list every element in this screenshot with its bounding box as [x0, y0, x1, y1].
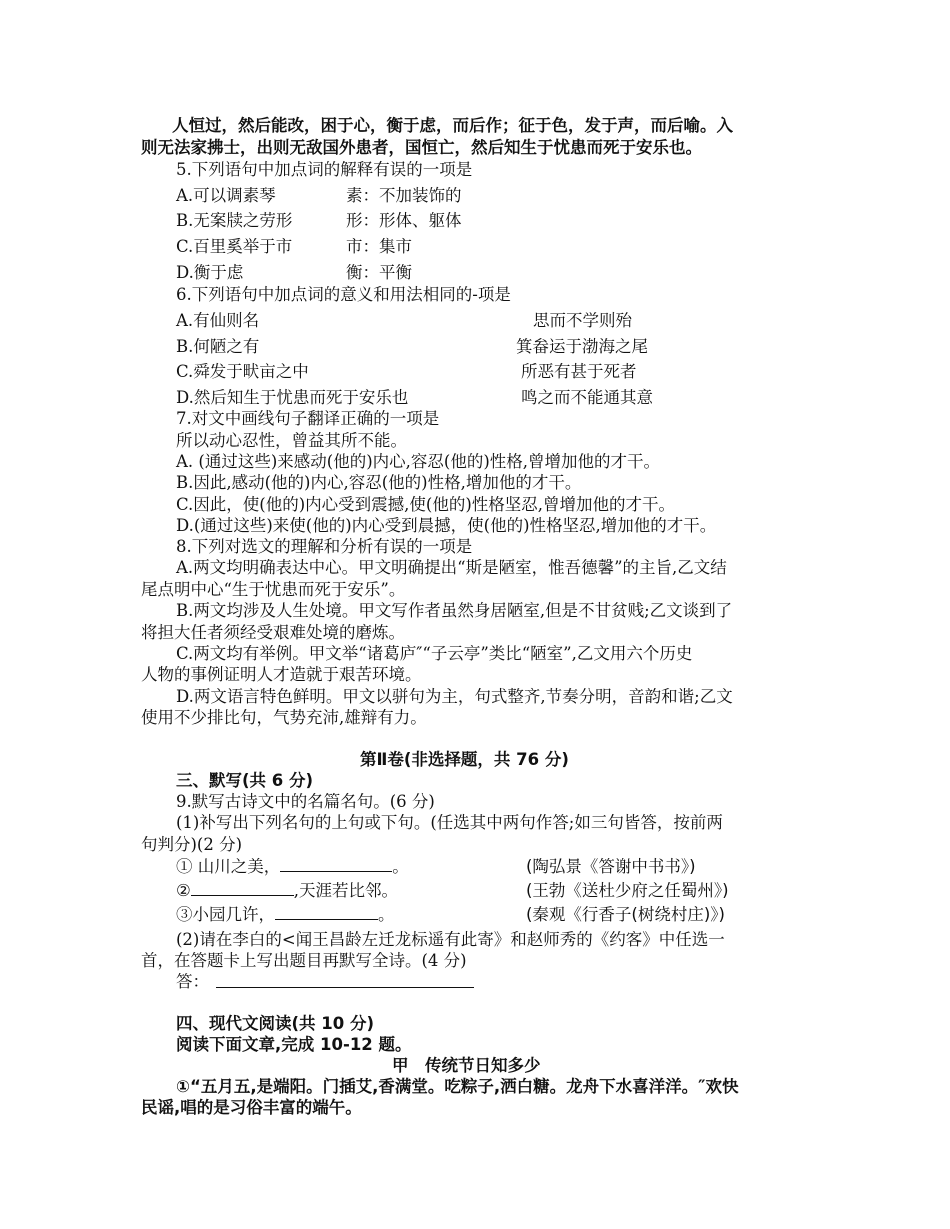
q7-option-c: C.因此，使(他的)内心受到震撼,使(他的)性格坚忍,曾增加他的才干。: [176, 495, 676, 514]
q7-sentence: 所以动心忍性，曾益其所不能。: [176, 431, 407, 450]
q8-option-a-line1: A.两文均明确表达中心。甲文明确提出“斯是陋室，惟吾德馨”的主旨,乙文结: [176, 558, 727, 577]
q8-option-c-line2: 人物的事例证明人才造就于艰苦环境。: [141, 665, 422, 684]
q9-item-1-pre: ① 山川之美，: [176, 857, 281, 876]
q6-option-a-compare: 思而不学则殆: [533, 311, 632, 330]
q9-item-2-post: ,天涯若比邻。: [293, 881, 399, 900]
q9-item-2-pre: ②: [176, 881, 191, 900]
q9-sub1-line2: 句判分)(2 分): [141, 835, 243, 854]
q5-option-a: A.可以调素琴: [176, 186, 276, 205]
q8-option-b-line2: 将担大任者须经受艰难处境的磨炼。: [141, 623, 405, 642]
q6-option-d-compare: 鸣之而不能通其意: [521, 388, 653, 407]
passage-line-2: 则无法家拂士，出则无敌国外患者，国恒亡，然后知生于忧患而死于安乐也。: [141, 138, 702, 157]
article-title: 甲 传统节日知多少: [392, 1056, 541, 1075]
article-p1-line2: 民谣,唱的是习俗丰富的端午。: [141, 1098, 362, 1117]
q5-option-d: D.衡于虑: [176, 263, 244, 282]
q9-item-3: [176, 904, 395, 925]
q9-item-3-blank[interactable]: [275, 904, 378, 920]
article-p1-line1: ①“五月五,是端阳。门插艾,香满堂。吃粽子,洒白糖。龙舟下水喜洋洋。″欢快: [176, 1077, 739, 1096]
q9-item-2-source: (王勃《送杜少府之任蜀州》): [526, 881, 729, 900]
q9-item-3-source: (秦观《行香子(树绕村庄)》): [526, 905, 725, 924]
q9-item-3-pre: ③小园几许，: [176, 905, 275, 924]
answer-line[interactable]: [216, 987, 474, 988]
q6-option-a: A.有仙则名: [176, 311, 260, 330]
q5-option-c-note: 市：集市: [346, 237, 412, 256]
q7-option-a: A. (通过这些)来感动(他的)内心,容忍(他的)性格,曾增加他的才干。: [176, 452, 661, 471]
q9-sub2-line1: (2)请在李白的<闻王昌龄左迁龙标遥有此寄》和赵师秀的《约客》中任选一: [176, 930, 725, 949]
q8-option-c-line1: C.两文均有举例。甲文举“诸葛庐″“子云亭”类比“陋室”,乙文用六个历史: [176, 644, 693, 663]
q9-stem: 9.默写古诗文中的名篇名句。(6 分): [176, 792, 435, 811]
q5-stem: 5.下列语句中加点词的解释有误的一项是: [176, 160, 473, 179]
q6-option-b: B.何陋之有: [176, 337, 260, 356]
q8-stem: 8.下列对选文的理解和分析有误的一项是: [176, 537, 473, 556]
q9-item-1-source: (陶弘景《答谢中书书》): [526, 857, 696, 876]
passage-line-1: 人恒过，然后能改，困于心，衡于虑，而后作；征于色，发于声，而后喻。入: [172, 116, 733, 135]
q9-item-1-post: 。: [392, 857, 409, 876]
q7-option-b: B.因此,感动(他的)内心,容忍(他的)性格,增加他的才干。: [176, 473, 582, 492]
q5-option-b: B.无案牍之劳形: [176, 211, 293, 230]
q5-option-b-note: 形：形体、躯体: [346, 211, 462, 230]
section4-instruction: 阅读下面文章,完成 10-12 题。: [176, 1035, 412, 1054]
q5-option-d-note: 衡：平衡: [346, 263, 412, 282]
q9-item-2-blank[interactable]: [191, 880, 294, 896]
q8-option-a-line2: 尾点明中心“生于忧患而死于安乐”。: [141, 580, 406, 599]
q8-option-b-line1: B.两文均涉及人生处境。甲文写作者虽然身居陋室,但是不甘贫贱;乙文谈到了: [176, 601, 733, 620]
q7-stem: 7.对文中画线句子翻译正确的一项是: [176, 409, 440, 428]
q9-item-1-blank[interactable]: [280, 856, 392, 872]
q5-option-c: C.百里奚举于市: [176, 237, 293, 256]
q9-sub2-line2: 首，在答题卡上写出题目再默写全诗。(4 分): [141, 951, 467, 970]
q6-option-d: D.然后知生于忧患而死于安乐也: [176, 388, 409, 407]
q6-option-b-compare: 箕畚运于渤海之尾: [516, 337, 648, 356]
q9-item-1: [176, 856, 409, 877]
q7-option-d: D.(通过这些)来使(他的)内心受到晨撼，使(他的)性格坚忍,增加他的才干。: [176, 516, 717, 535]
q9-sub1-line1: (1)补写出下列名句的上句或下句。(任选其中两句作答;如三句皆答，按前两: [176, 813, 723, 832]
q8-option-d-line2: 使用不少排比句，气势充沛,雄辩有力。: [141, 708, 427, 727]
q6-option-c-compare: 所恶有甚于死者: [521, 362, 637, 381]
section3-title: 三、默写(共 6 分): [176, 771, 314, 790]
q9-item-2: [176, 880, 398, 901]
q6-stem: 6.下列语句中加点词的意义和用法相同的-项是: [176, 285, 511, 304]
answer-label: 答：: [176, 972, 209, 991]
section4-title: 四、现代文阅读(共 10 分): [176, 1014, 375, 1033]
part2-title: 第Ⅱ卷(非选择题，共 76 分): [360, 750, 569, 769]
q5-option-a-note: 素：不加装饰的: [346, 186, 462, 205]
q6-option-c: C.舜发于畎亩之中: [176, 362, 309, 381]
q8-option-d-line1: D.两文语言特色鲜明。甲文以骈句为主，句式整齐,节奏分明，音韵和谐;乙文: [176, 687, 733, 706]
q9-item-3-post: 。: [378, 905, 395, 924]
